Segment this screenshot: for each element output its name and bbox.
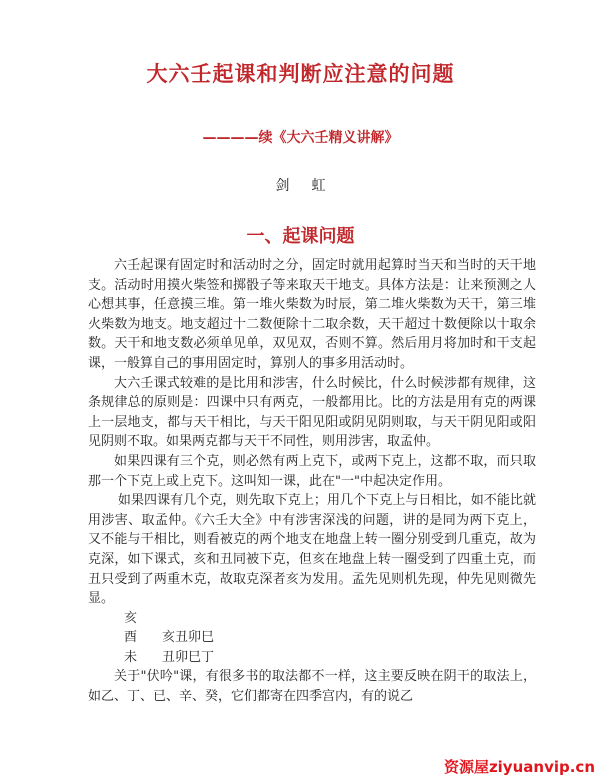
paragraph: 大六壬课式较难的是比用和涉害，什么时候比，什么时候涉都有规律，这条规律总的原则是：四课中只有两克，一般都用比。比的方法是用有克的两课上一层地支，都与天干相比，与天干阳见阳或阴见阴则取，与天干阴见阳或阳见阴则不取。如果两克都与天干不同性，则用涉害，取孟仲。	[88, 375, 536, 450]
chart-line-label: 未	[124, 649, 138, 665]
document-subtitle: ————续《大六壬精义讲解》	[202, 130, 399, 146]
chart-line-label: 亥	[124, 610, 138, 626]
watermark-text: 资源屋ziyuanvip.cn	[443, 758, 595, 776]
chart-line-value: 丑卯巳丁	[162, 649, 215, 665]
author-name: 剑虹	[275, 178, 348, 194]
chart-line-value: 亥丑卯巳	[162, 630, 215, 646]
chart-line	[88, 609, 536, 629]
section-heading: 一、起课问题	[246, 226, 355, 247]
document-title: 大六壬起课和判断应注意的问题	[146, 62, 455, 86]
paragraph: 关于"伏吟"课，有很多书的取法都不一样，这主要反映在阴干的取法上，如乙、丁、已、辛、癸，它们都寄在四季宫内，有的说乙	[88, 669, 536, 705]
paragraph: 六壬起课有固定时和活动时之分，固定时就用起算时当天和当时的天干地支。活动时用摸火柴签和掷骰子等来取天干地支。具体方法是：让来预测之人心想其事，任意摸三堆。第一堆火柴数为时辰，第二堆火柴数为天干，第三堆火柴数为地支。地支超过十二数便除十二取余数，天干超过十数便除以十取余数。天干和地支数必须单见单，双见双，否则不算。然后用月将加时和干支起课，一般算自己的事用固定时，算别人的事多用活动时。	[88, 258, 536, 371]
body-text	[88, 256, 536, 707]
chart-line	[88, 648, 536, 668]
paragraph: 如果四课有几个克，则先取下克上；用几个下克上与日相比，如不能比就用涉害、取孟仲。《六壬大全》中有涉害深浅的问题，讲的是同为两下克上，又不能与干相比，则看被克的两个地支在地盘上转一圈分别受到几重克，故为克深，如下课式，亥和丑同被下克，但亥在地盘上转一圈受到了四重土克，而丑只受到了两重木克，故取克深者亥为发用。孟先见则机先现，仲先见则微先显。	[88, 493, 536, 607]
chart-line-label: 酉	[124, 630, 138, 646]
chart-line	[88, 628, 536, 648]
paragraph: 如果四课有三个克，则必然有两上克下，或两下克上，这都不取，而只取那一个下克上或上克下。这叫知一课，此在"一"中起决定作用。	[88, 453, 536, 489]
